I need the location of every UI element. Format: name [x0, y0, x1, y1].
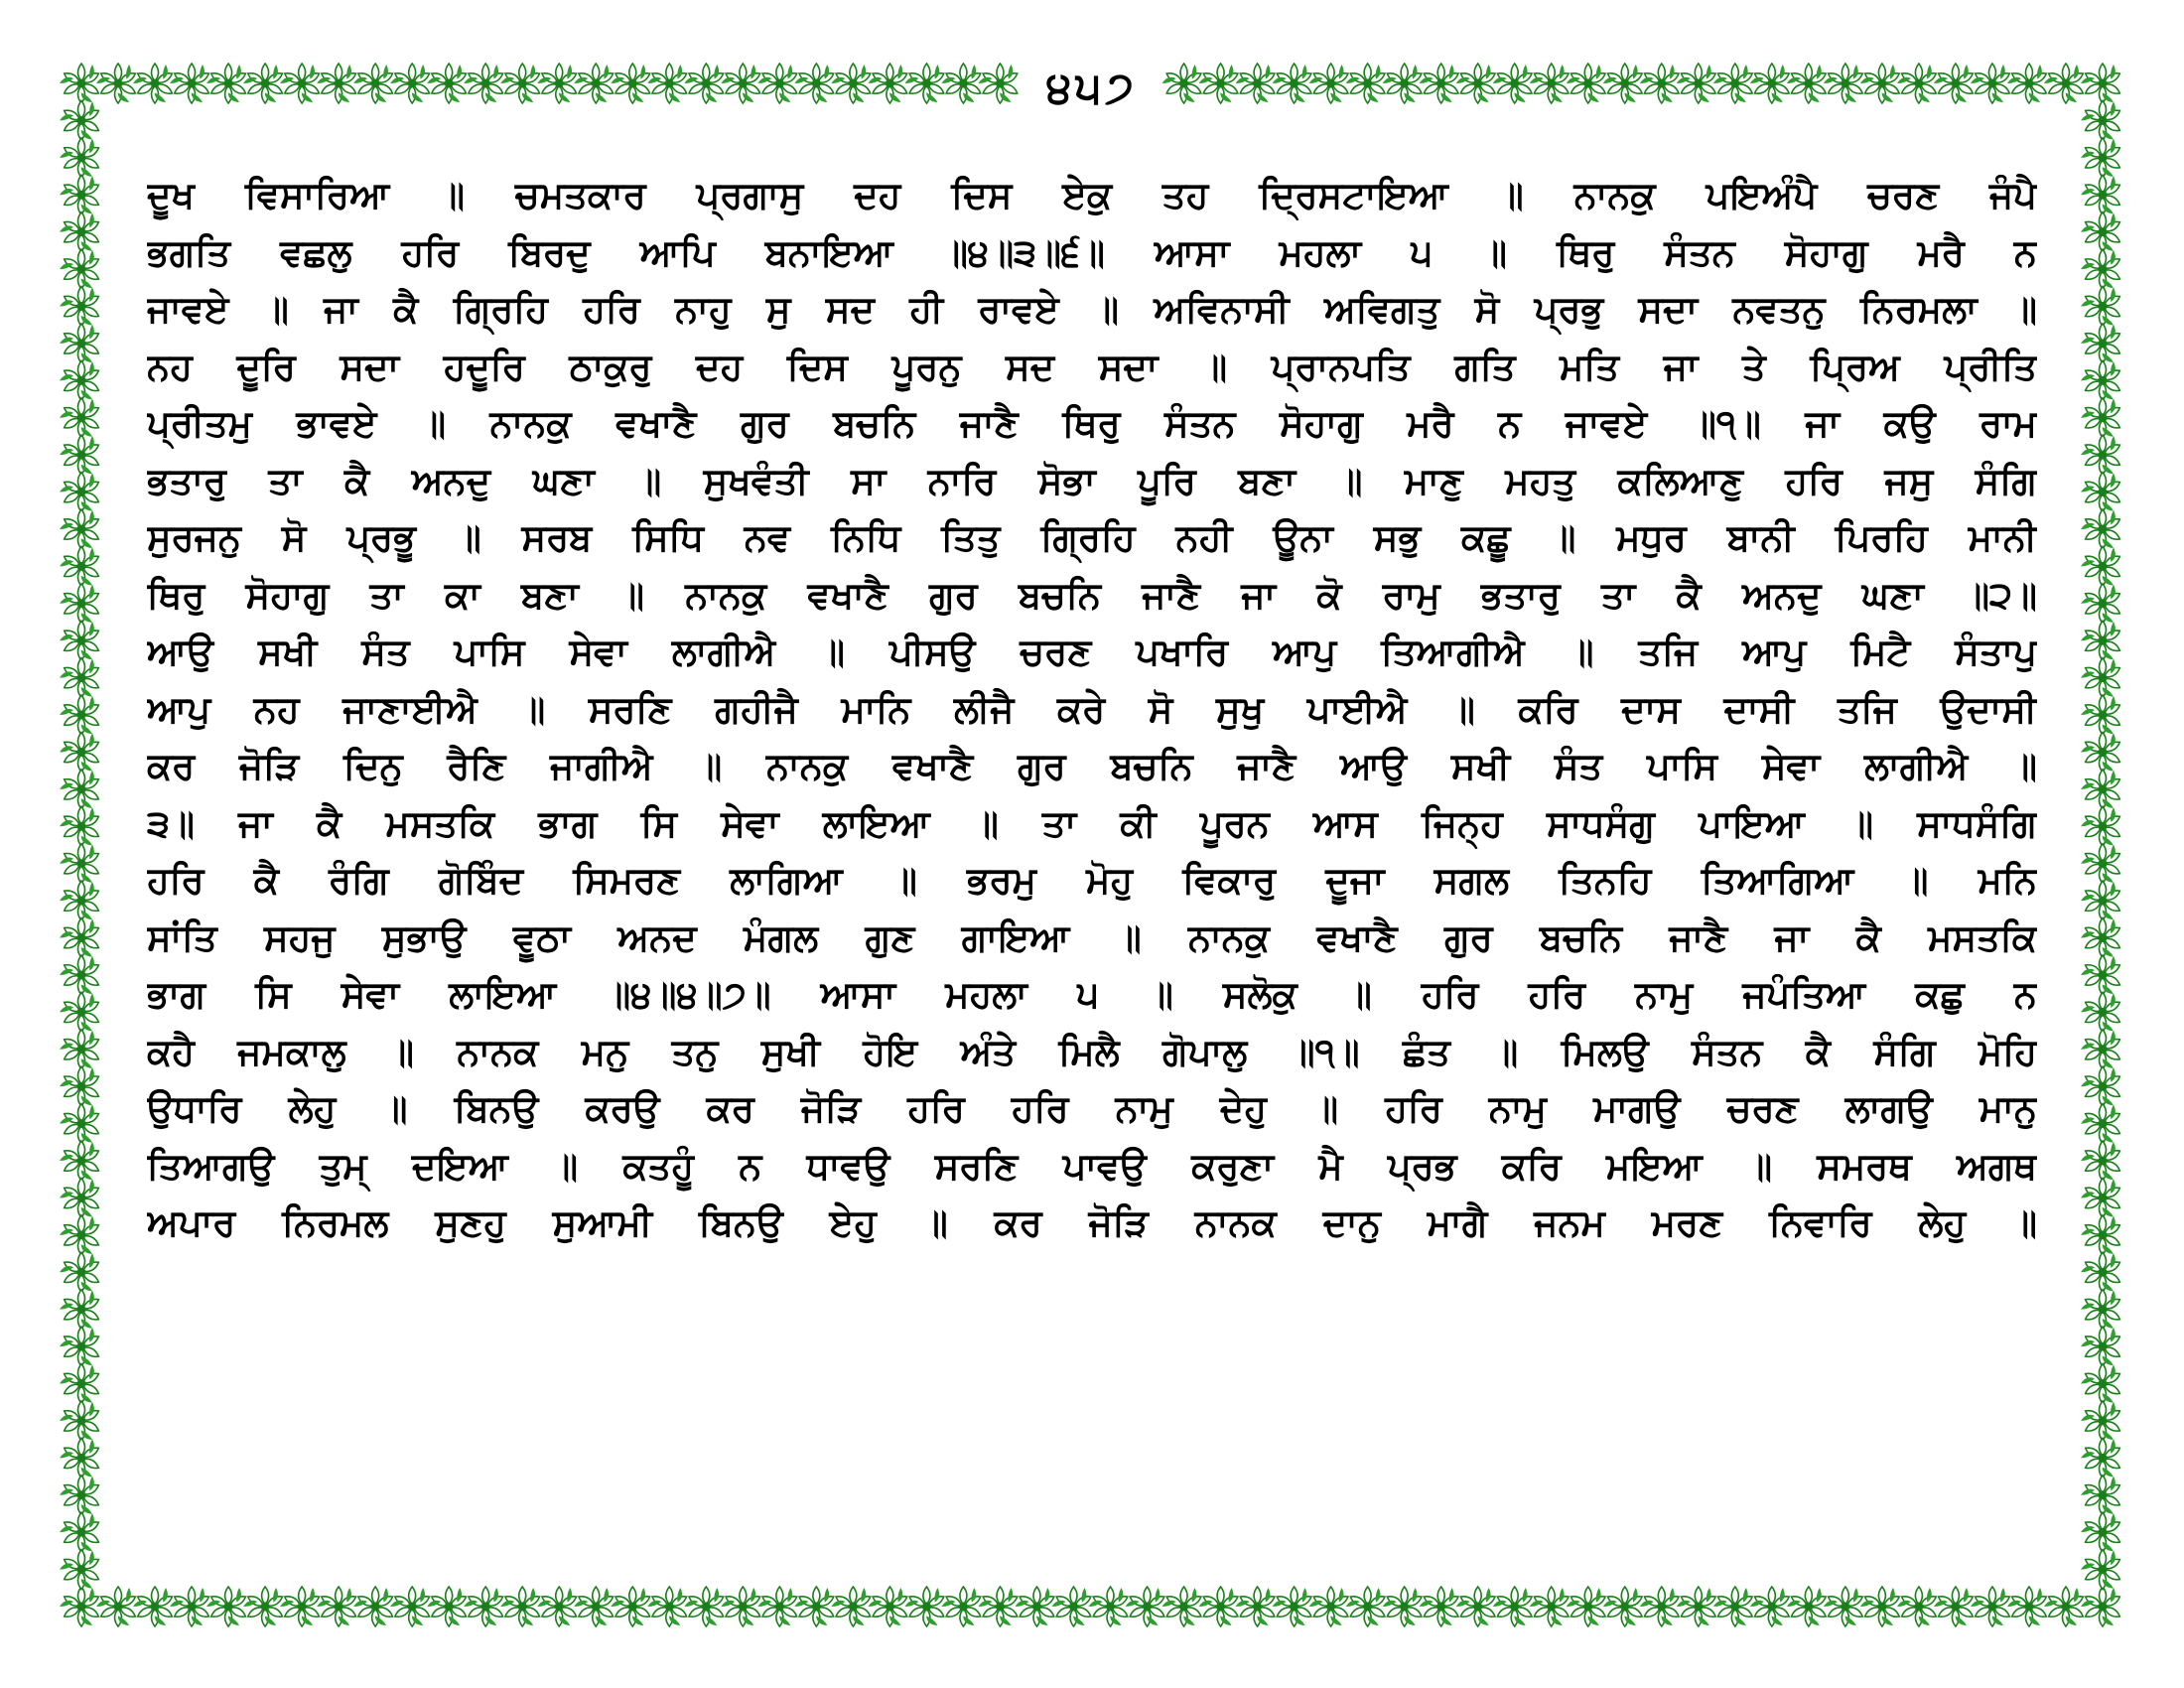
flower-icon	[60, 546, 100, 588]
flower-icon	[206, 1587, 247, 1628]
flower-icon	[500, 64, 541, 105]
flower-icon	[831, 1587, 872, 1628]
flower-icon	[60, 1550, 100, 1592]
text-line: ਆਪੁ ਨਹ ਜਾਣਾਈਐ ॥ ਸਰਣਿ ਗਹੀਜੈ ਮਾਨਿ ਲੀਜੈ ਕਰੇ ਸੋ ਸੁਖੁ ਪਾਈਐ ॥ ਕਰਿ ਦਾਸ ਦਾਸੀ ਤਜਿ ਉਦਾਸੀ	[147, 687, 2037, 731]
flower-icon	[2081, 1438, 2121, 1479]
flower-icon	[2081, 249, 2121, 291]
flower-icon	[2081, 844, 2121, 886]
text-line: ਤਿਆਗਉ ਤੁਮ੍ ਦਇਆ ॥ ਕਤਹੂੰ ਨ ਧਾਵਉ ਸਰਣਿ ਪਾਵਉ ਕਰੁਣਾ ਮੈ ਪ੍ਰਭ ਕਰਿ ਮਇਆ ॥ ਸਮਰਥ ਅਗਥ	[147, 1144, 2037, 1188]
border-left	[60, 100, 100, 1591]
flower-icon	[353, 64, 394, 105]
flower-icon	[1309, 1587, 1350, 1628]
flower-icon	[390, 64, 431, 105]
flower-icon	[1934, 64, 1975, 105]
flower-icon	[574, 64, 614, 105]
text-line: ਭਗਤਿ ਵਛਲੁ ਹਰਿ ਬਿਰਦੁ ਆਪਿ ਬਨਾਇਆ ॥੪॥੩॥੬॥ ਆਸਾ ਮਹਲਾ ੫ ॥ ਥਿਰੁ ਸੰਤਨ ਸੋਹਾਗੁ ਮਰੈ ਨ	[147, 230, 2037, 274]
flower-icon	[60, 212, 100, 254]
flower-icon	[2081, 1587, 2121, 1628]
flower-icon	[537, 64, 578, 105]
flower-icon	[60, 473, 100, 514]
flower-icon	[60, 695, 100, 737]
flower-icon	[1824, 64, 1864, 105]
flower-icon	[427, 64, 468, 105]
flower-icon	[2081, 64, 2121, 105]
text-line: ਦੂਖ ਵਿਸਾਰਿਆ ॥ ਚਮਤਕਾਰ ਪ੍ਰਗਾਸੁ ਦਹ ਦਿਸ ਏਕੁ ਤਹ ਦ੍ਰਿਸਟਾਇਆ ॥ ਨਾਨਕੁ ਪਇਅੰਪੈ ਚਰਣ ਜੰਪੈ	[147, 174, 2037, 216]
flower-icon	[2081, 212, 2121, 254]
flower-icon	[60, 732, 100, 774]
flower-icon	[2081, 138, 2121, 180]
flower-icon	[1236, 1587, 1277, 1628]
flower-icon	[1493, 1587, 1534, 1628]
flower-icon	[2081, 1550, 2121, 1592]
flower-icon	[2081, 1252, 2121, 1294]
flower-icon	[1273, 64, 1313, 105]
flower-icon	[60, 1030, 100, 1071]
flower-icon	[1713, 64, 1754, 105]
flower-icon	[1199, 1587, 1240, 1628]
flower-icon	[280, 64, 321, 105]
flower-icon	[60, 1364, 100, 1406]
page-number: ੪੫੭	[1046, 62, 1138, 113]
flower-icon	[60, 1587, 100, 1628]
flower-icon	[1787, 1587, 1828, 1628]
flower-icon	[60, 1290, 100, 1332]
flower-icon	[1640, 64, 1681, 105]
text-line: ਅਪਾਰ ਨਿਰਮਲ ਸੁਣਹੁ ਸੁਆਮੀ ਬਿਨਉ ਏਹੁ ॥ ਕਰ ਜੋੜਿ ਨਾਨਕ ਦਾਨੁ ਮਾਗੈ ਜਨਮ ਮਰਣ ਨਿਵਾਰਿ ਲੇਹੁ ॥	[147, 1201, 2037, 1244]
flower-icon	[794, 64, 835, 105]
flower-icon	[574, 1587, 614, 1628]
flower-icon	[1530, 1587, 1570, 1628]
flower-icon	[1162, 64, 1203, 105]
flower-icon	[537, 1587, 578, 1628]
flower-icon	[904, 64, 945, 105]
flower-icon	[1493, 64, 1534, 105]
flower-icon	[243, 64, 284, 105]
text-line: ਭਤਾਰੁ ਤਾ ਕੈ ਅਨਦੁ ਘਣਾ ॥ ਸੁਖਵੰਤੀ ਸਾ ਨਾਰਿ ਸੋਭਾ ਪੂਰਿ ਬਣਾ ॥ ਮਾਣੁ ਮਹਤੁ ਕਲਿਆਣੁ ਹਰਿ ਜਸੁ ਸੰਗਿ	[147, 459, 2037, 502]
flower-icon	[1530, 64, 1570, 105]
text-line: ਜਾਵਏ ॥ ਜਾ ਕੈ ਗ੍ਰਿਹਿ ਹਰਿ ਨਾਹੁ ਸੁ ਸਦ ਹੀ ਰਾਵਏ ॥ ਅਵਿਨਾਸੀ ਅਵਿਗਤੁ ਸੋ ਪ੍ਰਭੁ ਸਦਾ ਨਵਤਨੁ ਨਿਰਮਲਾ ॥	[147, 288, 2037, 331]
flower-icon	[757, 1587, 798, 1628]
flower-icon	[60, 249, 100, 291]
flower-icon	[464, 1587, 504, 1628]
flower-icon	[60, 584, 100, 626]
flower-icon	[60, 1104, 100, 1146]
text-line: ਆਉ ਸਖੀ ਸੰਤ ਪਾਸਿ ਸੇਵਾ ਲਾਗੀਐ ॥ ਪੀਸਉ ਚਰਣ ਪਖਾਰਿ ਆਪੁ ਤਿਆਗੀਐ ॥ ਤਜਿ ਆਪੁ ਮਿਟੈ ਸੰਤਾਪੁ	[147, 631, 2037, 673]
flower-icon	[721, 64, 761, 105]
flower-icon	[1934, 1587, 1975, 1628]
flower-icon	[60, 324, 100, 365]
flower-icon	[60, 621, 100, 662]
flower-icon	[1456, 1587, 1497, 1628]
border-bottom	[60, 1587, 2121, 1628]
flower-icon	[1860, 64, 1901, 105]
flower-icon	[2081, 1215, 2121, 1257]
flower-icon	[317, 64, 357, 105]
text-line: ਪ੍ਰੀਤਮੁ ਭਾਵਏ ॥ ਨਾਨਕੁ ਵਖਾਣੈ ਗੁਰ ਬਚਨਿ ਜਾਣੈ ਥਿਰੁ ਸੰਤਨ ਸੋਹਾਗੁ ਮਰੈ ਨ ਜਾਵਏ ॥੧॥ ਜਾ ਕਉ ਰਾਮ	[147, 402, 2037, 445]
flower-icon	[1603, 64, 1644, 105]
flower-icon	[2081, 1327, 2121, 1368]
flower-icon	[2081, 992, 2121, 1034]
flower-icon	[2081, 175, 2121, 216]
flower-icon	[60, 286, 100, 328]
flower-icon	[2081, 881, 2121, 922]
text-line: ਹਰਿ ਕੈ ਰੰਗਿ ਗੋਬਿੰਦ ਸਿਮਰਣ ਲਾਗਿਆ ॥ ਭਰਮੁ ਮੋਹੁ ਵਿਕਾਰੁ ਦੂਜਾ ਸਗਲ ਤਿਨਹਿ ਤਿਆਗਿਆ ॥ ਮਨਿ	[147, 859, 2037, 902]
flower-icon	[2081, 1290, 2121, 1332]
flower-icon	[280, 1587, 321, 1628]
flower-icon	[317, 1587, 357, 1628]
flower-icon	[2081, 100, 2121, 142]
flower-icon	[133, 1587, 174, 1628]
text-line: ਕਹੈ ਜਮਕਾਲੁ ॥ ਨਾਨਕ ਮਨੁ ਤਨੁ ਸੁਖੀ ਹੋਇ ਅੰਤੇ ਮਿਲੈ ਗੋਪਾਲੁ ॥੧॥ ਛੰਤ ॥ ਮਿਲਉ ਸੰਤਨ ਕੈ ਸੰਗਿ ਮੋਹਿ	[147, 1030, 2037, 1073]
flower-icon	[2081, 398, 2121, 440]
flower-icon	[60, 1215, 100, 1257]
flower-icon	[60, 955, 100, 997]
flower-icon	[1713, 1587, 1754, 1628]
flower-icon	[464, 64, 504, 105]
flower-icon	[2081, 1476, 2121, 1517]
flower-icon	[2081, 584, 2121, 626]
flower-icon	[60, 1327, 100, 1368]
text-line: ਥਿਰੁ ਸੋਹਾਗੁ ਤਾ ਕਾ ਬਣਾ ॥ ਨਾਨਕੁ ਵਖਾਣੈ ਗੁਰ ਬਚਨਿ ਜਾਣੈ ਜਾ ਕੋ ਰਾਮੁ ਭਤਾਰੁ ਤਾ ਕੈ ਅਨਦੁ ਘਣਾ ॥੨॥	[147, 573, 2037, 617]
flower-icon	[2081, 1066, 2121, 1108]
flower-icon	[611, 64, 651, 105]
flower-icon	[2081, 324, 2121, 365]
flower-icon	[1567, 1587, 1607, 1628]
flower-icon	[500, 1587, 541, 1628]
flower-icon	[1199, 64, 1240, 105]
flower-icon	[60, 398, 100, 440]
text-line: ਸਾਂਤਿ ਸਹਜੁ ਸੁਭਾਉ ਵੂਠਾ ਅਨਦ ਮੰਗਲ ਗੁਣ ਗਾਇਆ ॥ ਨਾਨਕੁ ਵਖਾਣੈ ਗੁਰ ਬਚਨਿ ਜਾਣੈ ਜਾ ਕੈ ਮਸਤਕਿ	[147, 915, 2037, 959]
flower-icon	[60, 435, 100, 477]
flower-icon	[1971, 64, 2011, 105]
flower-icon	[2007, 1587, 2048, 1628]
flower-icon	[684, 1587, 725, 1628]
flower-icon	[647, 64, 688, 105]
flower-icon	[2007, 64, 2048, 105]
flower-icon	[60, 844, 100, 886]
flower-icon	[2044, 1587, 2085, 1628]
text-line: ਸੁਰਜਨੁ ਸੋ ਪ੍ਰਭੂ ॥ ਸਰਬ ਸਿਧਿ ਨਵ ਨਿਧਿ ਤਿਤੁ ਗ੍ਰਿਹਿ ਨਹੀ ਊਨਾ ਸਭੁ ਕਛੂ ॥ ਮਧੁਰ ਬਾਨੀ ਪਿਰਹਿ ਮਾਨੀ	[147, 516, 2037, 559]
text-line: ਨਹ ਦੂਰਿ ਸਦਾ ਹਦੂਰਿ ਠਾਕੁਰੁ ਦਹ ਦਿਸ ਪੂਰਨੁ ਸਦ ਸਦਾ ॥ ਪ੍ਰਾਨਪਤਿ ਗਤਿ ਮਤਿ ਜਾ ਤੇ ਪ੍ਰਿਅ ਪ੍ਰੀਤਿ	[147, 345, 2037, 388]
flower-icon	[1860, 1587, 1901, 1628]
flower-icon	[941, 64, 982, 105]
flower-icon	[1603, 1587, 1644, 1628]
flower-icon	[2081, 1178, 2121, 1219]
flower-icon	[60, 509, 100, 551]
flower-icon	[60, 175, 100, 216]
flower-icon	[1456, 64, 1497, 105]
flower-icon	[60, 658, 100, 700]
flower-icon	[390, 1587, 431, 1628]
flower-icon	[2081, 1512, 2121, 1554]
flower-icon	[831, 64, 872, 105]
flower-icon	[60, 1178, 100, 1219]
text-line: ਭਾਗ ਸਿ ਸੇਵਾ ਲਾਇਆ ॥੪॥੪॥੭॥ ਆਸਾ ਮਹਲਾ ੫ ॥ ਸਲੋਕੁ ॥ ਹਰਿ ਹਰਿ ਨਾਮੁ ਜਪੰਤਿਆ ਕਛੁ ਨ	[147, 973, 2037, 1016]
flower-icon	[2081, 286, 2121, 328]
flower-icon	[60, 770, 100, 811]
flower-icon	[60, 100, 100, 142]
flower-icon	[1309, 64, 1350, 105]
flower-icon	[60, 138, 100, 180]
flower-icon	[2081, 806, 2121, 848]
flower-icon	[1640, 1587, 1681, 1628]
flower-icon	[2081, 1030, 2121, 1071]
flower-icon	[170, 64, 210, 105]
flower-icon	[647, 1587, 688, 1628]
flower-icon	[60, 1438, 100, 1479]
flower-icon	[60, 1066, 100, 1108]
flower-icon	[904, 1587, 945, 1628]
flower-icon	[1567, 64, 1607, 105]
flower-icon	[757, 64, 798, 105]
flower-icon	[60, 918, 100, 960]
flower-icon	[1824, 1587, 1864, 1628]
flower-icon	[1897, 64, 1938, 105]
flower-icon	[2044, 64, 2085, 105]
flower-icon	[868, 64, 908, 105]
flower-icon	[1971, 1587, 2011, 1628]
flower-icon	[2081, 360, 2121, 402]
flower-icon	[684, 64, 725, 105]
flower-icon	[2081, 1364, 2121, 1406]
page-number-badge	[1023, 58, 1161, 117]
flower-icon	[353, 1587, 394, 1628]
flower-icon	[794, 1587, 835, 1628]
flower-icon	[1750, 64, 1791, 105]
flower-icon	[2081, 435, 2121, 477]
flower-icon	[2081, 1401, 2121, 1443]
flower-icon	[978, 64, 1019, 105]
flower-icon	[721, 1587, 761, 1628]
flower-icon	[96, 1587, 137, 1628]
flower-icon	[1089, 1587, 1130, 1628]
text-line: ੩॥ ਜਾ ਕੈ ਮਸਤਕਿ ਭਾਗ ਸਿ ਸੇਵਾ ਲਾਇਆ ॥ ਤਾ ਕੀ ਪੂਰਨ ਆਸ ਜਿਨ੍ਹ ਸਾਧਸੰਗੁ ਪਾਇਆ ॥ ਸਾਧਸੰਗਿ	[147, 801, 2037, 845]
flower-icon	[60, 360, 100, 402]
flower-icon	[2081, 1104, 2121, 1146]
flower-icon	[2081, 732, 2121, 774]
flower-icon	[2081, 546, 2121, 588]
flower-icon	[1051, 1587, 1092, 1628]
flower-icon	[60, 64, 100, 105]
flower-icon	[868, 1587, 908, 1628]
flower-icon	[2081, 509, 2121, 551]
flower-icon	[1383, 64, 1424, 105]
flower-icon	[2081, 1141, 2121, 1183]
flower-icon	[2081, 473, 2121, 514]
flower-icon	[2081, 695, 2121, 737]
flower-icon	[60, 806, 100, 848]
flower-icon	[2081, 955, 2121, 997]
flower-icon	[611, 1587, 651, 1628]
text-line: ਉਧਾਰਿ ਲੇਹੁ ॥ ਬਿਨਉ ਕਰਉ ਕਰ ਜੋੜਿ ਹਰਿ ਹਰਿ ਨਾਮੁ ਦੇਹੁ ॥ ਹਰਿ ਨਾਮੁ ਮਾਗਉ ਚਰਣ ਲਾਗਉ ਮਾਨੁ	[147, 1087, 2037, 1130]
flower-icon	[2081, 621, 2121, 662]
flower-icon	[60, 1512, 100, 1554]
flower-icon	[1346, 64, 1387, 105]
flower-icon	[1126, 1587, 1166, 1628]
flower-icon	[1677, 1587, 1717, 1628]
flower-icon	[60, 1401, 100, 1443]
flower-icon	[1787, 64, 1828, 105]
flower-icon	[206, 64, 247, 105]
scripture-text	[147, 167, 2037, 1537]
flower-icon	[1420, 64, 1460, 105]
flower-icon	[427, 1587, 468, 1628]
flower-icon	[60, 992, 100, 1034]
flower-icon	[60, 1141, 100, 1183]
flower-icon	[1897, 1587, 1938, 1628]
flower-icon	[1677, 64, 1717, 105]
flower-icon	[243, 1587, 284, 1628]
flower-icon	[1383, 1587, 1424, 1628]
text-line: ਕਰ ਜੋੜਿ ਦਿਨੁ ਰੈਣਿ ਜਾਗੀਐ ॥ ਨਾਨਕੁ ਵਖਾਣੈ ਗੁਰ ਬਚਨਿ ਜਾਣੈ ਆਉ ਸਖੀ ਸੰਤ ਪਾਸਿ ਸੇਵਾ ਲਾਗੀਐ ॥	[147, 745, 2037, 787]
border-right	[2081, 100, 2121, 1591]
flower-icon	[1273, 1587, 1313, 1628]
flower-icon	[978, 1587, 1019, 1628]
flower-icon	[1420, 1587, 1460, 1628]
flower-icon	[1236, 64, 1277, 105]
flower-icon	[2081, 658, 2121, 700]
flower-icon	[1015, 1587, 1055, 1628]
flower-icon	[2081, 770, 2121, 811]
flower-icon	[941, 1587, 982, 1628]
flower-icon	[96, 64, 137, 105]
flower-icon	[170, 1587, 210, 1628]
flower-icon	[2081, 918, 2121, 960]
flower-icon	[1162, 1587, 1203, 1628]
flower-icon	[1346, 1587, 1387, 1628]
flower-icon	[60, 1476, 100, 1517]
flower-icon	[60, 1252, 100, 1294]
flower-icon	[133, 64, 174, 105]
flower-icon	[60, 881, 100, 922]
flower-icon	[1750, 1587, 1791, 1628]
